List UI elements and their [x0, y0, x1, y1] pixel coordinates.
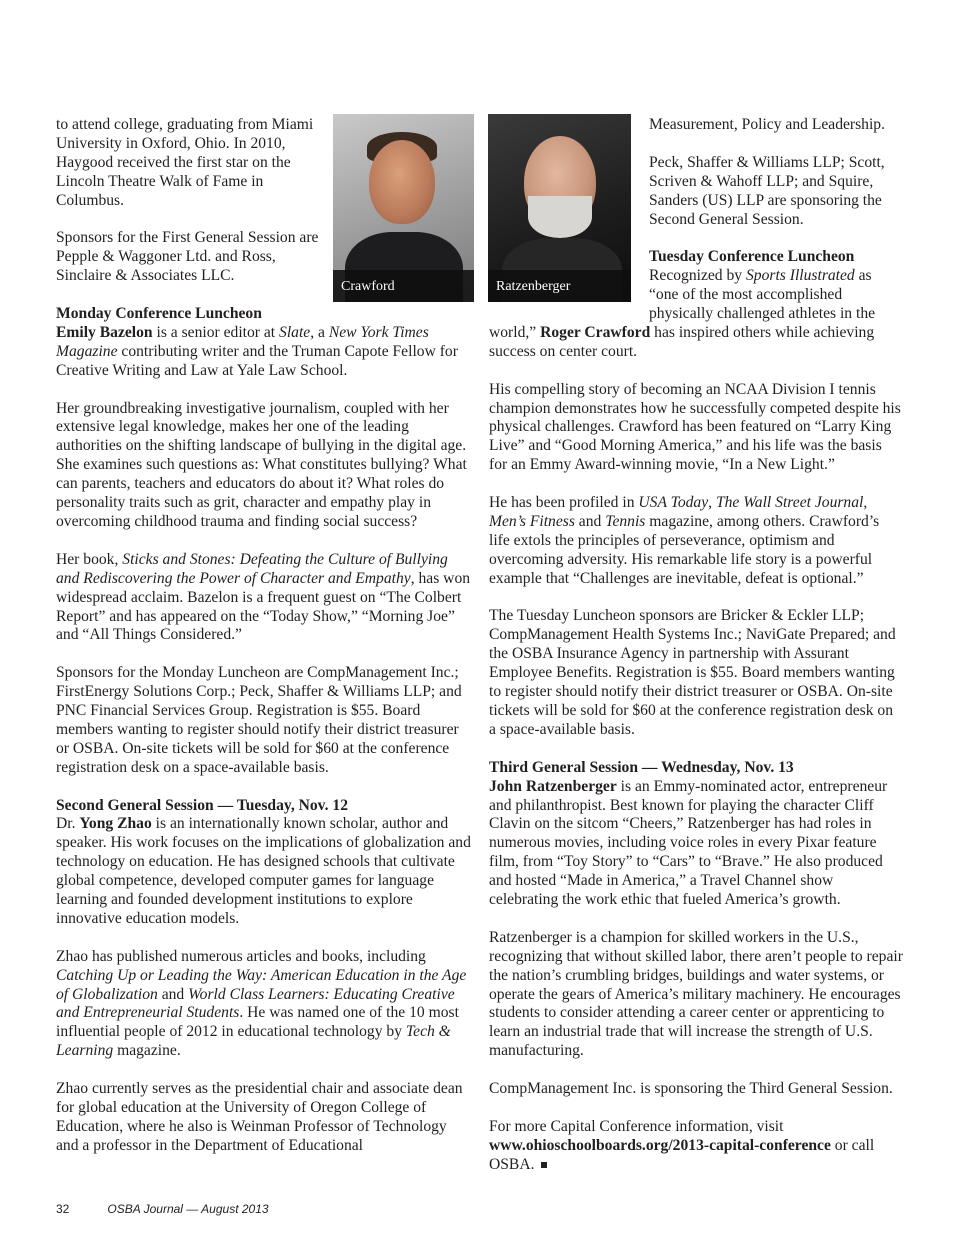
prof-text-4: and: [574, 512, 606, 530]
third-session-heading-text: Third General Session — Wednesday, Nov. 13: [489, 758, 794, 776]
pub-text-1: Zhao has published numerous articles and books, including: [56, 947, 426, 965]
bazelon-journalism: Her groundbreaking investigative journalism, coupled with her extensive legal knowledge, makes her one of the leading authorities on the shifting landscape of bullying in the digital age. She examines such questions as: What constitutes bullying? What can parents, teachers and educators do about it? What roles do personality traits such as grit, character and empathy play in overcoming childhood trauma and finding social success?: [56, 399, 467, 530]
crawford-story: His compelling story of becoming an NCAA Division I tennis champion demonstrates how he successfully competed despite his physical challenges. Crawford has been featured on “Larry King Live” and “Good Morning America,” and his life was the basis for an Emmy Award-winning movie, “In a New Light.”: [489, 380, 901, 474]
right-column: [489, 116, 903, 1175]
zhao-intro: [56, 815, 472, 928]
monday-luncheon-heading-text: Monday Conference Luncheon: [56, 305, 262, 323]
monday-sponsors: Sponsors for the Monday Luncheon are CompManagement Inc.; FirstEnergy Solutions Corp.; Peck, Shaffer & Williams LLP; and PNC Financial Services Group. Registration is $55. Board members wanting to register should notify their district treasurer or OSBA. On-site tickets will be sold for $60 at the conference registration desk on a space-available basis.: [56, 664, 462, 776]
prof-text-1: He has been profiled in: [489, 494, 639, 512]
page-footer: [56, 1202, 269, 1216]
second-session-heading: [56, 797, 472, 816]
prof-text-2: ,: [708, 494, 716, 512]
nyt-magazine-title: New York Times Magazine: [56, 323, 429, 360]
book-title: Sticks and Stones: Defeating the Culture of Bullying and Rediscovering the Power of Character and Empathy: [56, 550, 448, 587]
first-session-sponsors: Sponsors for the First General Session are Pepple & Waggoner Ltd. and Ross, Sinclaire & Associates LLC.: [56, 229, 319, 285]
tuesday-sponsors: The Tuesday Luncheon sponsors are Bricker & Eckler LLP; CompManagement Health Systems Inc.; NaviGate Prepared; and the OSBA Insurance Agency in partnership with Assurant Employee Benefits. Registration is $55. Board members wanting to register should notify their district treasurer or OSBA. On-site tickets will be sold for $60 at the conference registration desk on a space-available basis.: [489, 607, 896, 738]
prof-text-3: ,: [863, 494, 868, 512]
zhao-text-0: Dr.: [56, 815, 80, 833]
pub-text-4: magazine.: [113, 1042, 181, 1060]
second-session-sponsors: Peck, Shaffer & Williams LLP; Scott, Scriven & Wahoff LLP; and Squire, Sanders (US) LLP are sponsoring the Second General Session.: [649, 153, 885, 228]
zhao-book-1: Catching Up or Leading the Way: American Education in the Age of Globalization: [56, 966, 467, 1003]
bazelon-name: Emily Bazelon: [56, 323, 153, 341]
craw-text-2: as “one of the most accomplished physically challenged athletes in the world,”: [489, 267, 876, 341]
craw-text-3: has inspired others while achieving success on center court.: [489, 323, 875, 360]
monday-luncheon-heading: [56, 305, 472, 324]
slate-title: Slate: [279, 323, 311, 341]
wsj-title: The Wall Street Journal: [715, 494, 864, 512]
ratzenberger-champion: Ratzenberger is a champion for skilled workers in the U.S., recognizing that without skilled labor, there aren’t people to repair the nation’s crumbling bridges, buildings and water systems, or operate the gears of America’s military machinery. He encourages students to consider attending a career center or apprenticing to learn an industrial trade that will increase the strength of U.S. manufacturing.: [489, 928, 903, 1060]
zhao-text-1: is an internationally known scholar, author and speaker. His work focuses on the implications of globalization and technology on education. He has designed schools that cultivate global competence, developed computer games for language learning and founded development institutions to explore innovative education models.: [56, 815, 471, 927]
bazelon-book: [56, 551, 472, 646]
ratz-text-1: is an Emmy-nominated actor, entrepreneur and philanthropist. Best known for playing the character Cliff Clavin on the sitcom “Cheers,” Ratzenberger has had roles in numerous movies, including voice roles in every Pixar feature film, from “Toy Story” to “Cars” to “Brave.” He also produced and hosted “Made in America,” a Travel Channel show celebrating the work ethic that fueled America’s growth.: [489, 777, 888, 909]
left-column: [56, 116, 472, 1156]
ratzenberger-intro: [489, 778, 903, 910]
sports-illustrated-title: Sports Illustrated: [746, 267, 855, 285]
more-text-1: For more Capital Conference information, visit: [489, 1117, 784, 1135]
bazelon-text-3: contributing writer and the Truman Capote Fellow for Creative Writing and Law at Yale Law School.: [56, 342, 458, 379]
haygood-paragraph: to attend college, graduating from Miami University in Oxford, Ohio. In 2010, Haygood received the first star on the Lincoln Theatre Walk of Fame in Columbus.: [56, 116, 314, 209]
crawford-photo-caption: Crawford: [333, 270, 474, 302]
more-info: [489, 1118, 903, 1175]
tennis-title: Tennis: [605, 512, 646, 530]
book-text-1: Her book,: [56, 550, 123, 568]
journal-issue: OSBA Journal — August 2013: [107, 1202, 269, 1216]
ratzenberger-photo-caption: Ratzenberger: [488, 270, 631, 302]
crawford-profiles: [489, 494, 903, 589]
zhao-name: Yong Zhao: [79, 815, 152, 833]
tuesday-luncheon-heading-text: Tuesday Conference Luncheon: [649, 248, 855, 266]
pub-text-3: . He was named one of the 10 most influential people of 2012 in educational technology by: [56, 1004, 459, 1041]
craw-text-1: Recognized by: [649, 267, 746, 285]
zhao-book-2: World Class Learners: Educating Creative and Entrepreneurial Students: [56, 985, 455, 1022]
ratzenberger-name: John Ratzenberger: [489, 777, 617, 795]
bazelon-intro: [56, 324, 472, 381]
more-text-2: or call OSBA.: [489, 1136, 875, 1173]
conference-link[interactable]: www.ohioschoolboards.org/2013-capital-conference: [489, 1136, 831, 1154]
third-session-heading: [489, 759, 903, 778]
mens-fitness-title: Men’s Fitness: [489, 512, 575, 530]
pub-text-2: and: [157, 985, 189, 1003]
end-mark-icon: [541, 1162, 547, 1168]
zhao-position: Zhao currently serves as the presidential chair and associate dean for global education at the University of Oregon College of Education, where he also is Weinman Professor of Technology and a professor in the Department of Educational: [56, 1080, 463, 1154]
zhao-publications: [56, 948, 472, 1061]
ratzenberger-beard: [528, 196, 592, 238]
zhao-dept-continued: Measurement, Policy and Leadership.: [649, 116, 886, 133]
page-number: 32: [56, 1202, 70, 1216]
crawford-face: [369, 140, 435, 224]
book-text-2: , has won widespread acclaim. Bazelon is a frequent guest on “The Colbert Report” and has appeared on the “Today Show,” “Morning Joe” and “All Things Considered.”: [56, 569, 471, 644]
second-session-heading-text: Second General Session — Tuesday, Nov. 12: [56, 796, 349, 814]
bazelon-text-2: , a: [310, 323, 329, 341]
ratzenberger-photo: [488, 114, 631, 302]
tech-learning-title: Tech & Learning: [56, 1023, 451, 1060]
crawford-photo: [333, 114, 474, 302]
third-session-sponsor: CompManagement Inc. is sponsoring the Third General Session.: [489, 1080, 893, 1098]
bazelon-text-1: is a senior editor at: [152, 323, 280, 341]
crawford-name: Roger Crawford: [540, 323, 651, 341]
usa-today-title: USA Today: [638, 494, 709, 512]
prof-text-5: magazine, among others. Crawford’s life extols the principles of perseverance, optimism and overcoming adversity. His remarkable life story is a powerful example that “Challenges are inevitable, defeat is optional.”: [489, 512, 880, 587]
